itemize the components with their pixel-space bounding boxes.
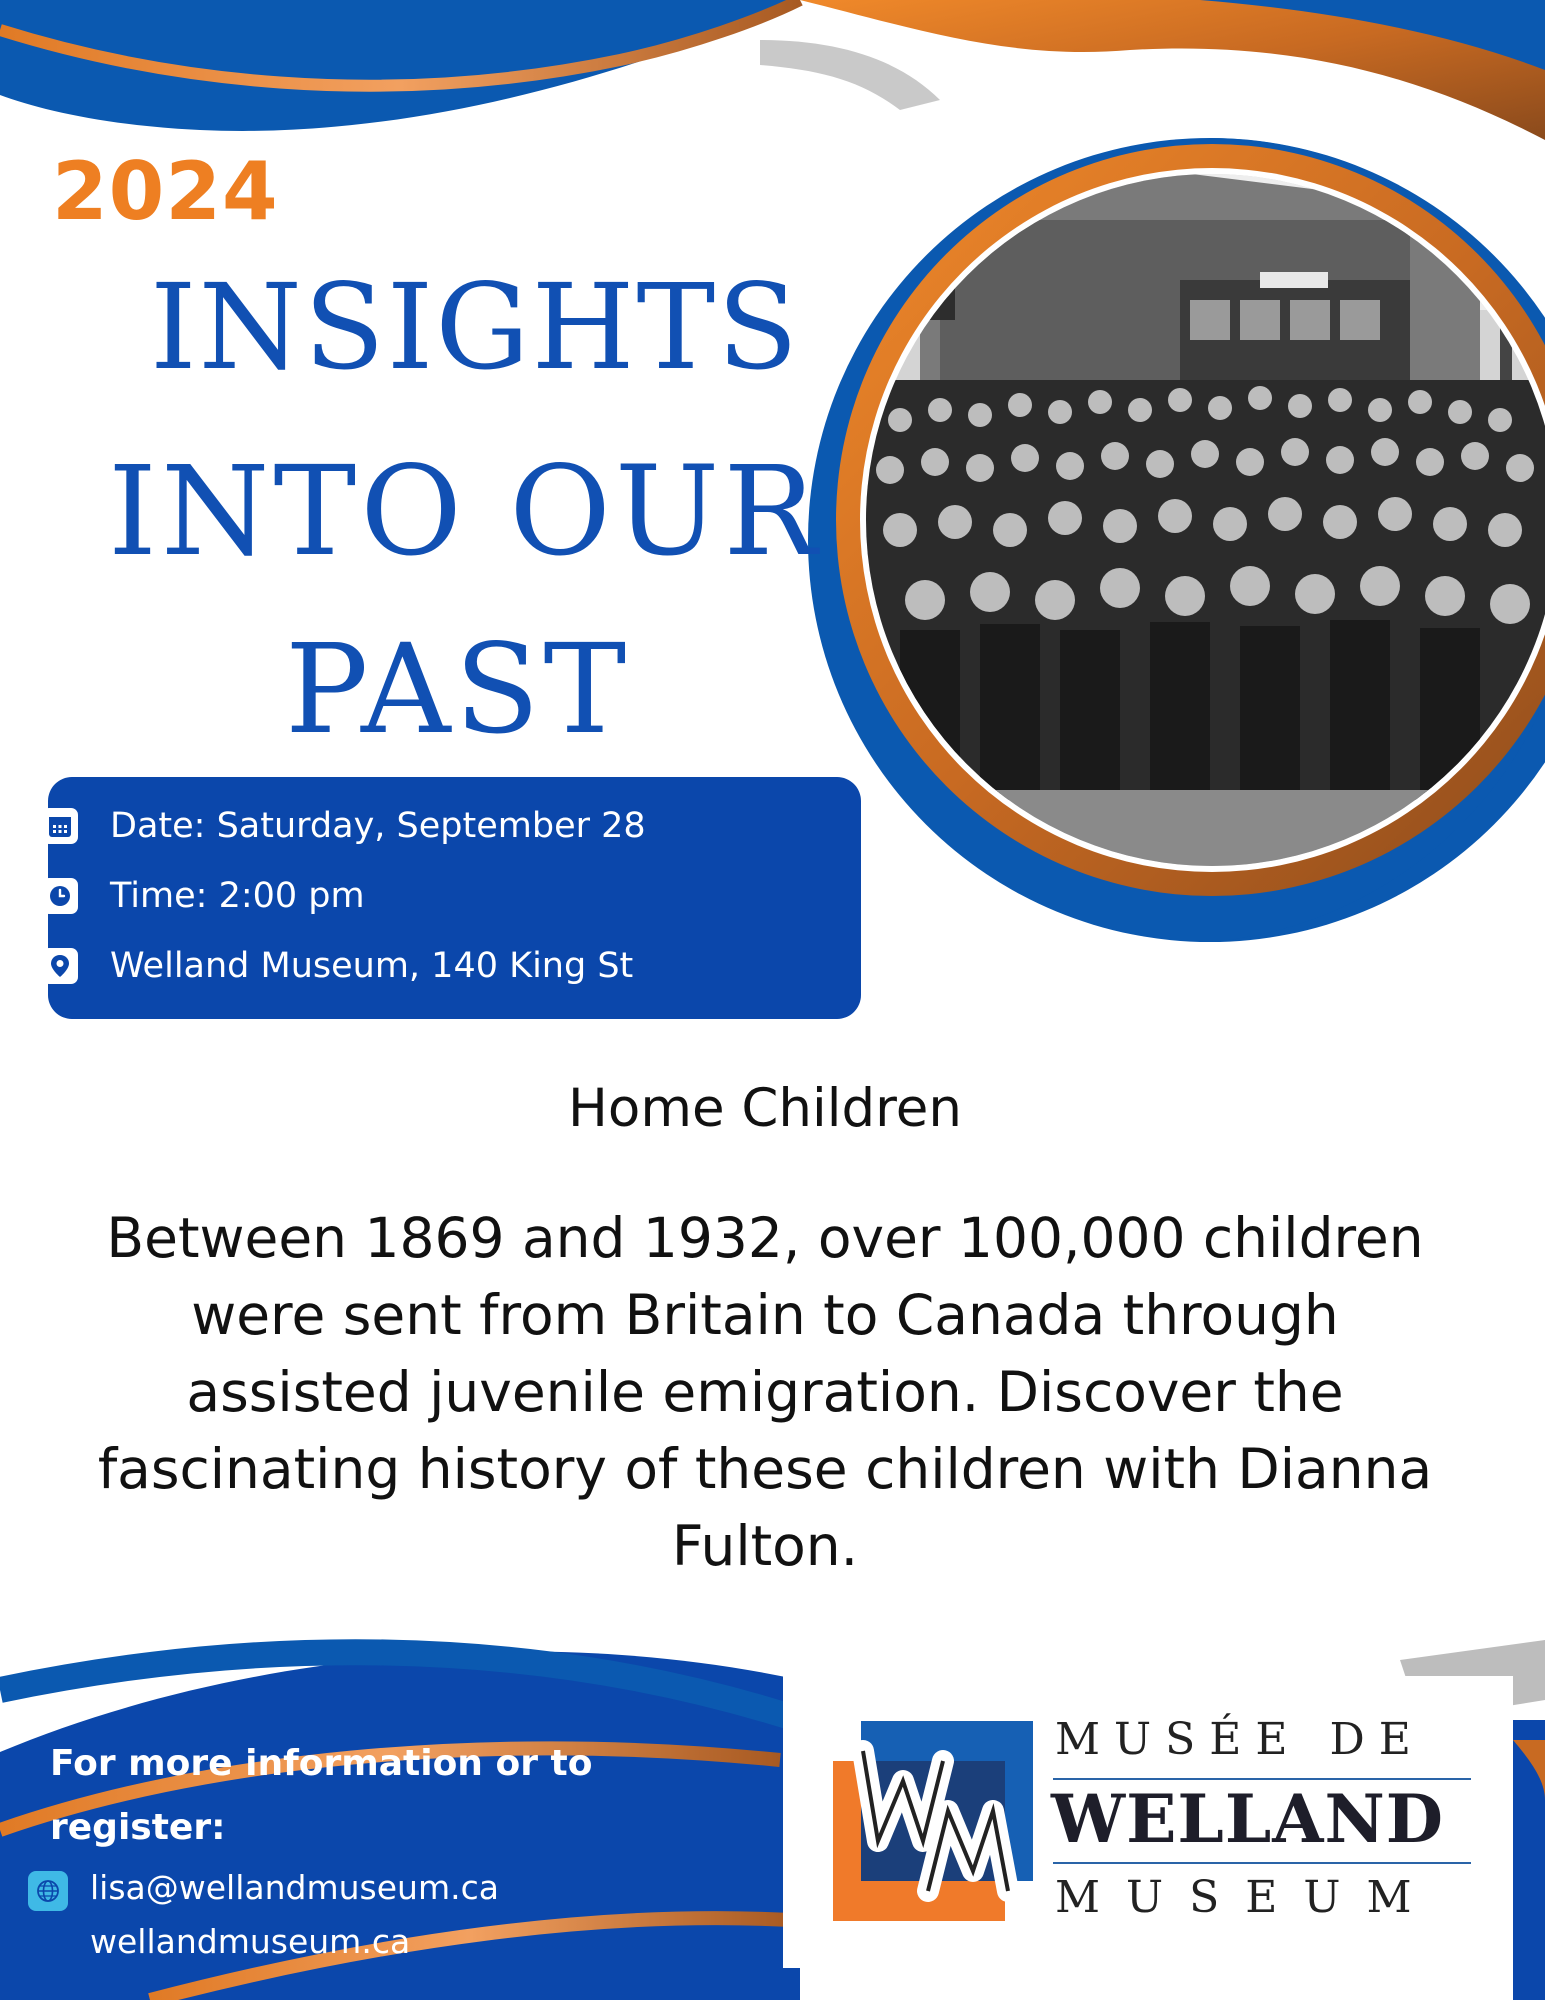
event-date-row	[42, 806, 646, 846]
clock-icon	[42, 878, 78, 914]
event-time: Time: 2:00 pm	[110, 876, 365, 916]
website-link[interactable]: wellandmuseum.ca	[90, 1922, 411, 1961]
title-line-1: INSIGHTS	[150, 258, 801, 396]
location-pin-icon	[42, 948, 78, 984]
title-line-2: INTO OUR	[108, 440, 821, 584]
talk-topic: Home Children	[568, 1078, 962, 1139]
logo-divider-bottom	[1053, 1862, 1471, 1864]
contact-email-link[interactable]: lisa@wellandmuseum.ca	[90, 1868, 499, 1907]
wm-monogram-logo	[833, 1721, 1033, 1921]
event-time-row	[42, 876, 365, 916]
event-date: Date: Saturday, September 28	[110, 806, 646, 846]
event-location: Welland Museum, 140 King St	[110, 946, 634, 986]
talk-description: Between 1869 and 1932, over 100,000 children were sent from Britain to Canada through assisted juvenile emigration. Discover the fascinating history of these children with Dianna Fulton.	[97, 1206, 1433, 1578]
logo-text-musee: MUSÉE DE	[1055, 1714, 1425, 1765]
event-year: 2024	[52, 145, 279, 238]
logo-text-museum: MUSEUM	[1055, 1872, 1438, 1923]
title-line-3: PAST	[285, 618, 631, 762]
logo-text-welland: WELLAND	[1051, 1780, 1445, 1858]
calendar-icon	[42, 808, 78, 844]
museum-logo	[783, 1676, 1513, 1968]
logo-monogram-text: wm	[833, 1721, 835, 1722]
contact-heading: For more information or to register:	[50, 1743, 593, 1848]
globe-icon	[28, 1871, 68, 1911]
event-location-row	[42, 946, 633, 986]
